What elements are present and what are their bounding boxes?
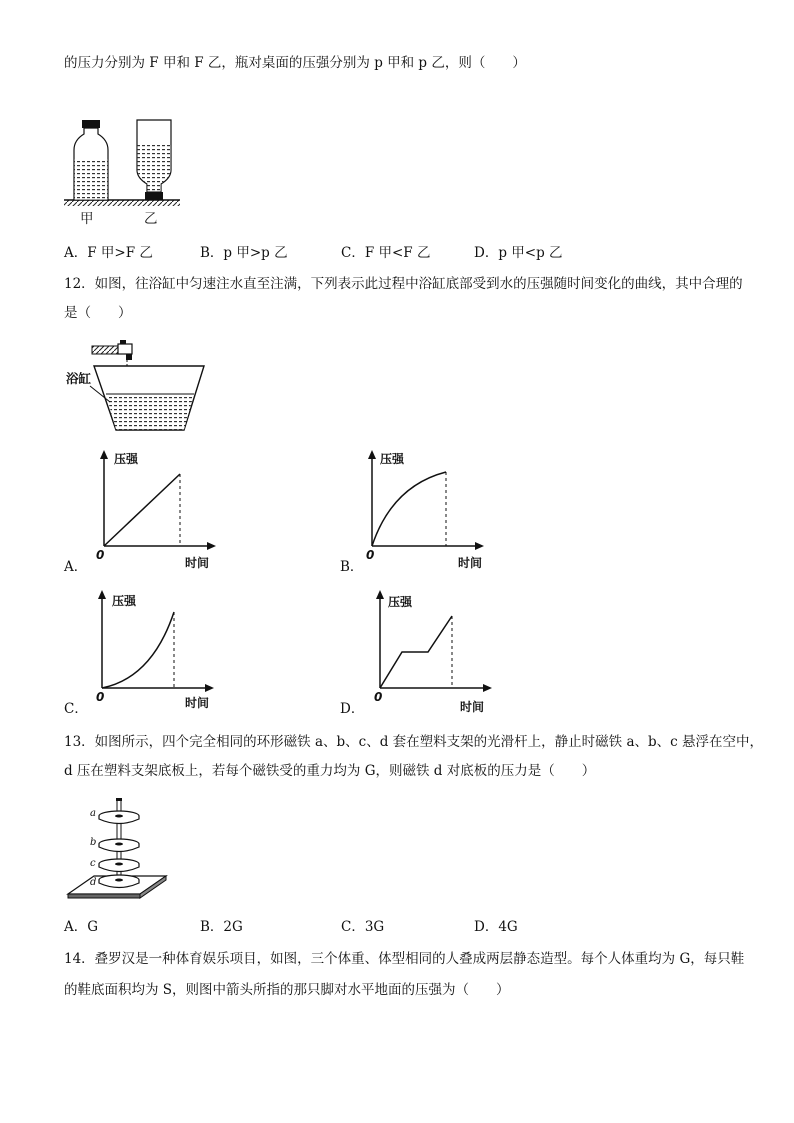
q13-label-c: c (90, 858, 96, 869)
q13-stem-line2: d 压在塑料支架底板上，若每个磁铁受的重力均为 G，则磁铁 d 对底板的压力是（ ） (64, 763, 596, 779)
q14-stem-line1: 14．叠罗汉是一种体育娱乐项目，如图，三个体重、体型相同的人叠成两层静态造型。每个人体重均为 G，每只鞋 (64, 951, 745, 967)
q12-graph-b-origin: 0 (366, 548, 375, 562)
q13-option-a[interactable]: A．G (64, 919, 99, 935)
q12-graph-d-origin: 0 (374, 690, 383, 704)
q11-stem-tail: 的压力分别为 F 甲和 F 乙，瓶对桌面的压强分别为 p 甲和 p 乙，则（ ） (64, 55, 526, 71)
q13-magnets-figure (66, 796, 176, 906)
q13-label-a: a (90, 808, 96, 819)
q13-option-b[interactable]: B．2G (200, 919, 243, 935)
q11-option-d[interactable]: D．p 甲<p 乙 (474, 245, 563, 261)
q13-label-b: b (90, 837, 97, 848)
q11-option-c[interactable]: C．F 甲<F 乙 (341, 245, 431, 261)
q11-option-a[interactable]: A．F 甲>F 乙 (64, 245, 153, 261)
q13-option-c[interactable]: C．3G (341, 919, 385, 935)
q12-graph-b-ylabel: 压强 (380, 452, 405, 466)
q12-graph-c-origin: 0 (96, 690, 105, 704)
q14-stem-line2: 的鞋底面积均为 S，则图中箭头所指的那只脚对水平地面的压强为（ ） (64, 982, 510, 998)
q13-option-d[interactable]: D．4G (474, 919, 518, 935)
q12-graph-d-ylabel: 压强 (388, 595, 413, 609)
q12-tub-label: 浴缸 (66, 371, 92, 386)
q12-graph-a-ylabel: 压强 (114, 452, 139, 466)
q12-option-c[interactable]: C． (64, 701, 88, 717)
q12-graph-a-xlabel: 时间 (185, 556, 210, 570)
q11-label-yi: 乙 (144, 211, 158, 227)
q12-option-a[interactable]: A． (64, 559, 88, 575)
q13-label-d: d (90, 877, 97, 888)
q12-stem-line2: 是（ ） (64, 305, 132, 321)
q12-graph-c-ylabel: 压强 (112, 594, 137, 608)
q12-option-b[interactable]: B． (340, 559, 364, 575)
q12-option-d[interactable]: D． (340, 701, 365, 717)
q11-label-jia: 甲 (80, 211, 94, 227)
q12-graph-a-origin: 0 (96, 548, 105, 562)
q11-option-b[interactable]: B．p 甲>p 乙 (200, 245, 288, 261)
q12-stem-line1: 12．如图，往浴缸中匀速注水直至注满，下列表示此过程中浴缸底部受到水的压强随时间变化的曲线，其中合理的 (64, 276, 743, 292)
q13-stem-line1: 13．如图所示，四个完全相同的环形磁铁 a、b、c、d 套在塑料支架的光滑杆上，静止时磁铁 a、b、c 悬浮在空中， (64, 734, 763, 750)
q12-graph-d-xlabel: 时间 (460, 700, 485, 714)
q12-graph-c-xlabel: 时间 (185, 696, 210, 710)
q12-graph-b-xlabel: 时间 (458, 556, 483, 570)
